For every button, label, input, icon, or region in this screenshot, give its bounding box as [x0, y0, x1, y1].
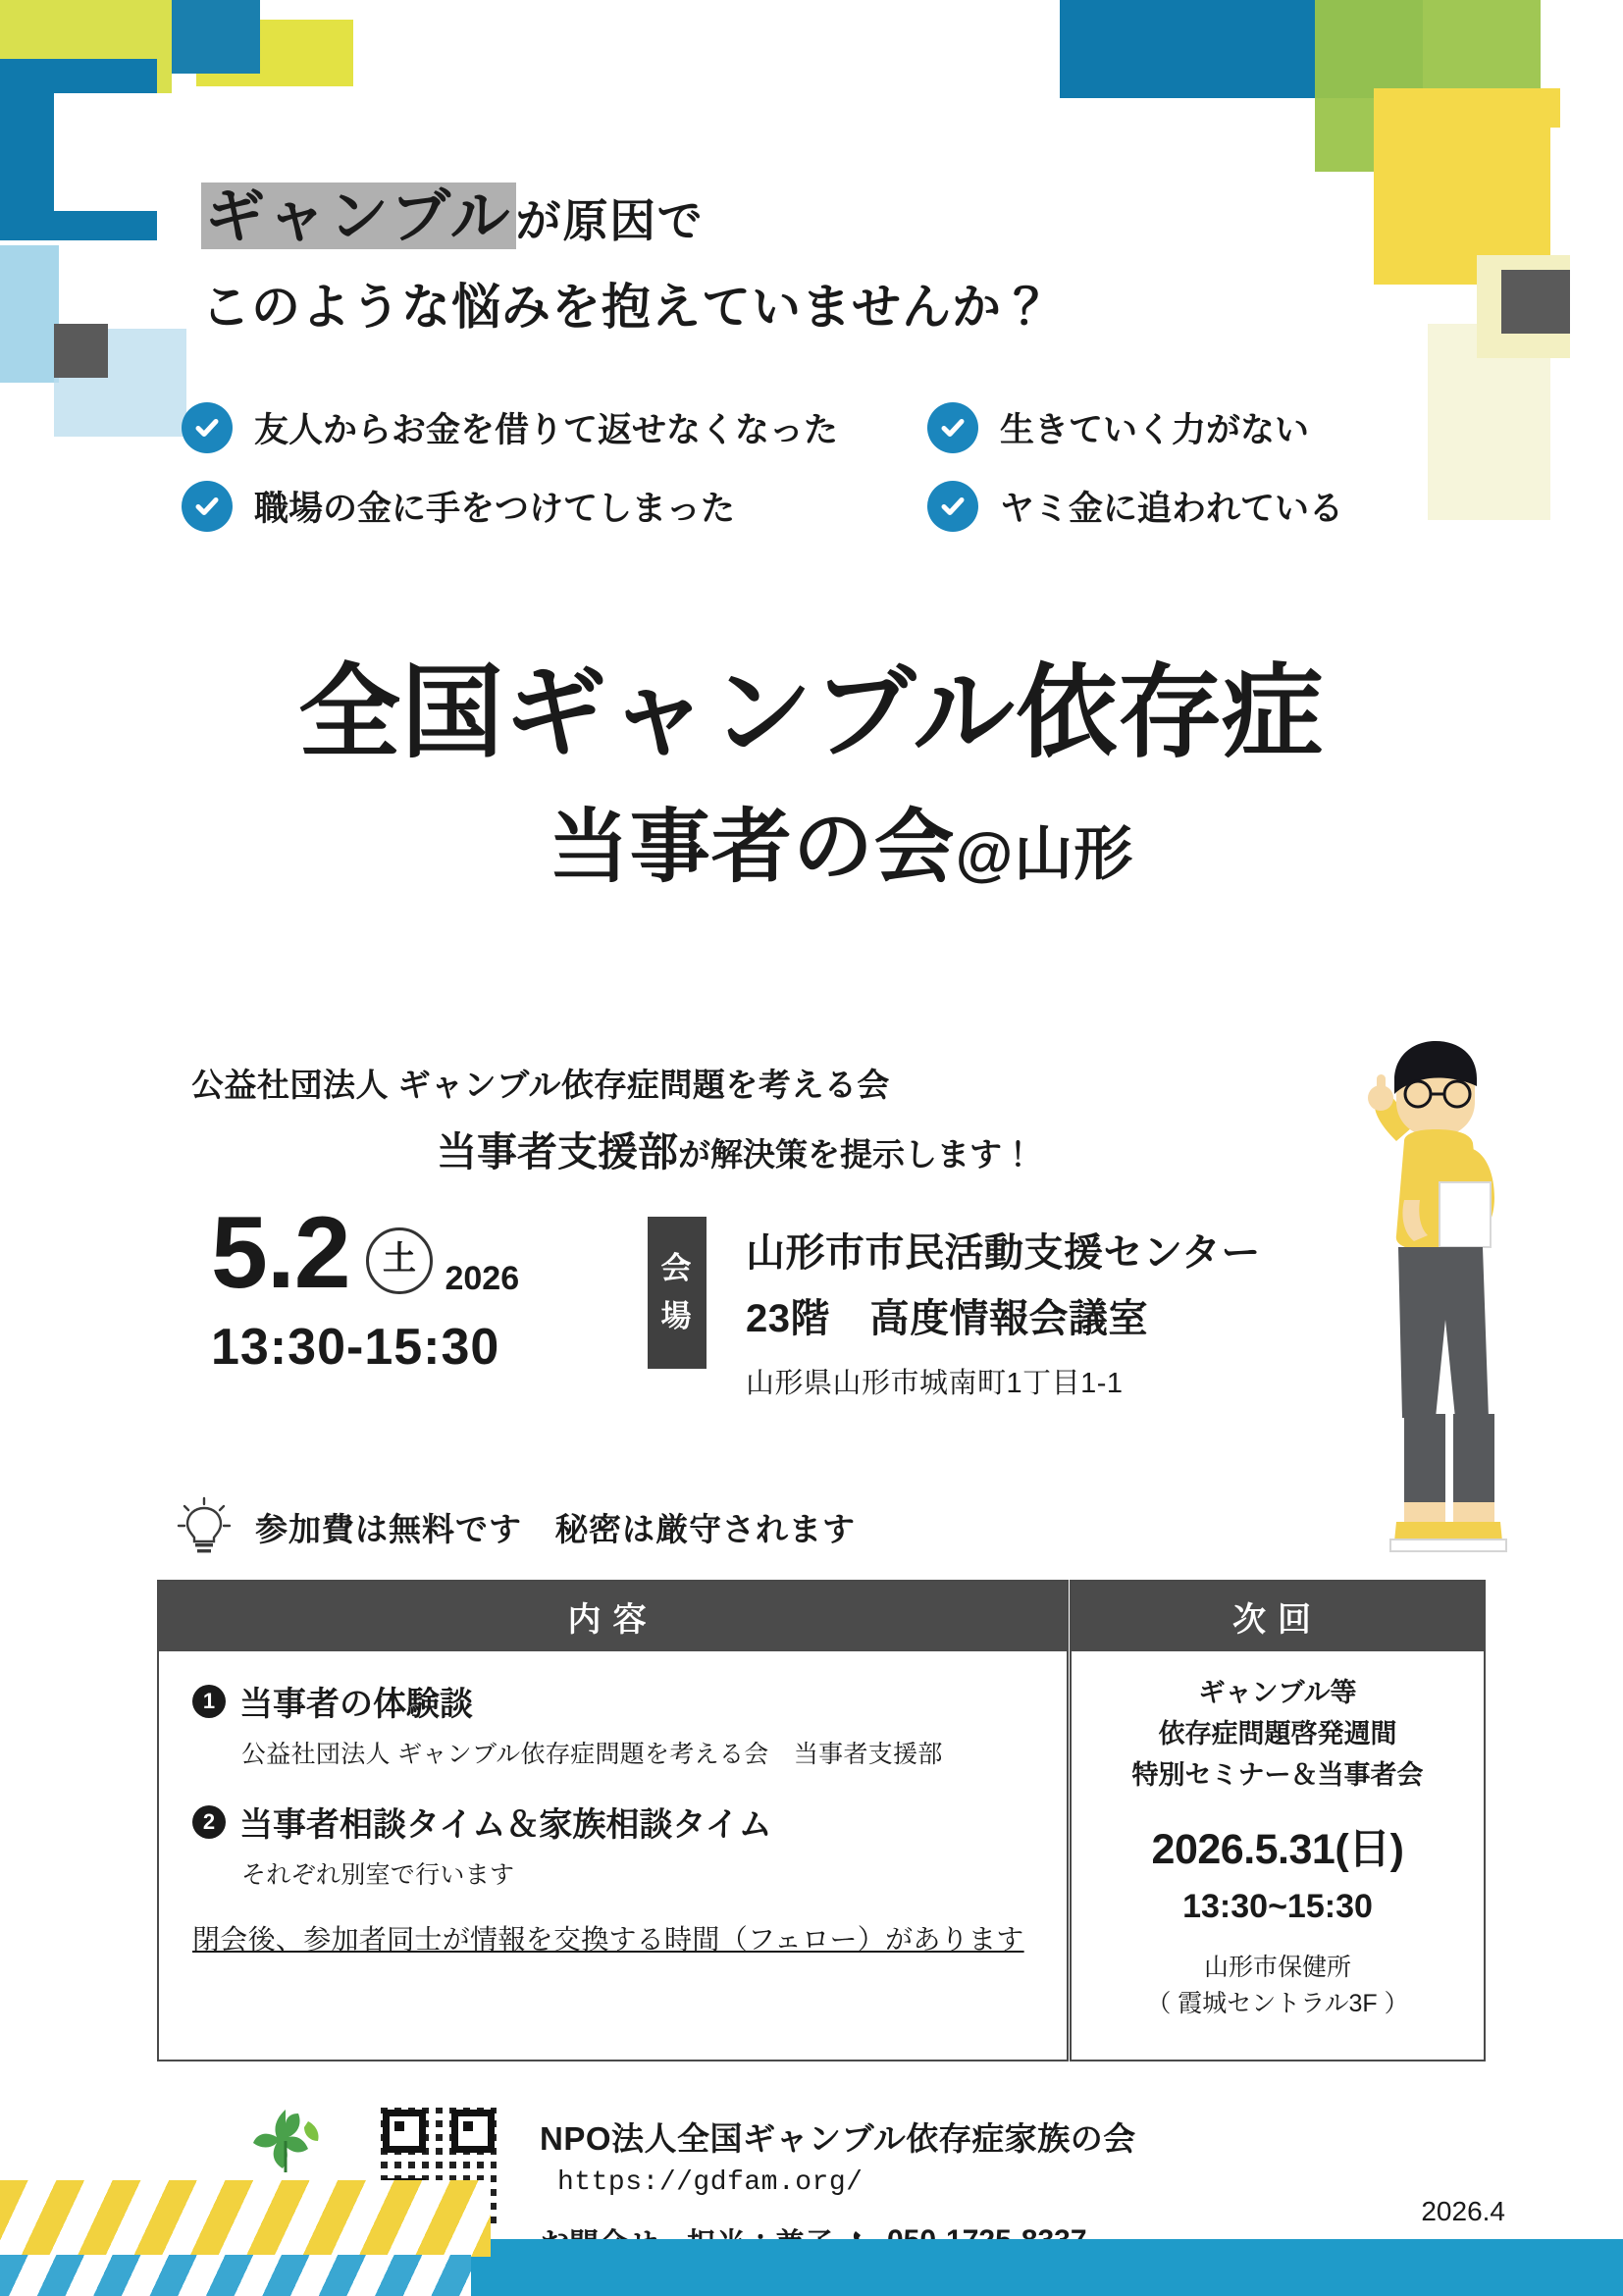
content-item-1-number: 1	[192, 1685, 226, 1718]
venue-tag	[648, 1217, 707, 1369]
next-session-box	[1070, 1580, 1486, 2061]
checklist	[182, 402, 1457, 559]
venue-tag-char1: 会	[660, 1251, 694, 1286]
checklist-item-1	[182, 402, 927, 453]
content-item-2	[192, 1798, 1033, 1891]
title-line2: 当事者の会	[548, 803, 956, 893]
check-icon	[182, 481, 233, 532]
deco-block-gray-left	[54, 324, 108, 378]
title-line1: 全国ギャンブル依存症	[298, 656, 1325, 770]
organizer-emphasis: 当事者支援部	[437, 1129, 678, 1174]
deco-block-lightblue-left	[0, 245, 59, 383]
checklist-row	[182, 481, 1457, 532]
venue-tag-char2: 場	[660, 1298, 694, 1333]
footer-org-line	[540, 2113, 1452, 2198]
qr-finder-top-right	[451, 2110, 495, 2153]
venue-room: 23階 高度情報会議室	[746, 1297, 1148, 1340]
checklist-item-2	[927, 402, 1309, 453]
content-item-1-sub: 公益社団法人 ギャンブル依存症問題を考える会 当事者支援部	[241, 1741, 943, 1768]
event-year: 2026	[445, 1260, 520, 1297]
headline-block	[201, 182, 1281, 339]
check-icon	[182, 402, 233, 453]
next-session-title-l3: 特別セミナー＆当事者会	[1131, 1759, 1424, 1790]
headline-rest: が原因で	[515, 195, 705, 246]
footer-org-name: NPO法人全国ギャンブル依存症家族の会	[540, 2120, 1136, 2157]
next-session-place-l1: 山形市保健所	[1203, 1953, 1351, 1981]
venue-name: 山形市市民活動支援センター	[746, 1231, 1261, 1275]
checklist-item-3-label: 職場の金に手をつけてしまった	[254, 490, 736, 528]
deco-bottom-stripes-blue	[0, 2255, 471, 2296]
check-icon	[927, 481, 978, 532]
content-box-body	[159, 1651, 1067, 1983]
event-day-of-week: 土	[366, 1227, 433, 1294]
next-session-title-l1: ギャンブル等	[1198, 1678, 1357, 1707]
next-session-title	[1081, 1673, 1474, 1797]
deco-block-gray-right	[1501, 270, 1570, 334]
checklist-row	[182, 402, 1457, 453]
qr-finder-top-left	[383, 2110, 426, 2153]
event-date-block	[211, 1196, 623, 1377]
venue-address: 山形県山形市城南町1丁目1-1	[746, 1368, 1124, 1399]
content-item-1	[192, 1677, 1033, 1770]
free-note-text: 参加費は無料です 秘密は厳守されます	[255, 1510, 856, 1547]
content-box-note: 閉会後、参加者同士が情報を交換する時間（フェロー）があります	[192, 1924, 1024, 1955]
content-item-1-label: 当事者の体験談	[239, 1686, 473, 1723]
check-icon	[927, 402, 978, 453]
next-session-place	[1081, 1950, 1474, 2023]
organizer-line2-rest: が解決策を提示します！	[678, 1136, 1034, 1173]
content-item-1-title	[192, 1677, 1033, 1725]
checklist-item-4-label: ヤミ金に追われている	[1000, 490, 1344, 528]
headline-highlight: ギャンブル	[201, 183, 516, 249]
next-session-body	[1072, 1651, 1484, 2023]
next-session-time: 13:30~15:30	[1182, 1887, 1373, 1925]
footer-url[interactable]: https://gdfam.org/	[557, 2167, 864, 2198]
checklist-item-4	[927, 481, 1343, 532]
content-item-2-label: 当事者相談タイム＆家族相談タイム	[239, 1806, 772, 1844]
organizer-line1: 公益社団法人 ギャンブル依存症問題を考える会	[191, 1067, 890, 1103]
content-item-2-title	[192, 1798, 1033, 1846]
organizer-block	[191, 1060, 1222, 1177]
leaf-icon	[243, 2104, 328, 2178]
deco-bottom-stripes-yellow	[0, 2180, 491, 2257]
checklist-item-3	[182, 481, 927, 532]
person-illustration	[1212, 1025, 1536, 1585]
date-stamp: 2026.4	[1421, 2196, 1505, 2226]
page-title	[0, 657, 1623, 898]
deco-block-white-left	[54, 93, 177, 211]
next-session-header: 次回	[1072, 1582, 1484, 1651]
content-box-header: 内容	[159, 1582, 1067, 1651]
next-session-date: 2026.5.31(日)	[1151, 1825, 1404, 1873]
next-session-place-l2: （ 霞城セントラル3F ）	[1146, 1990, 1409, 2018]
content-item-2-number: 2	[192, 1805, 226, 1839]
title-line2-wrap	[0, 783, 1623, 898]
free-note-block	[177, 1496, 856, 1557]
event-time: 13:30-15:30	[211, 1319, 500, 1376]
next-session-title-l2: 依存症問題啓発週間	[1158, 1718, 1397, 1748]
headline-line2: このような悩みを抱えていませんか？	[201, 280, 1052, 336]
organizer-line2	[191, 1120, 1222, 1177]
checklist-item-2-label: 生きていく力がない	[1000, 411, 1310, 449]
content-item-2-sub: それぞれ別室で行います	[241, 1861, 515, 1889]
lightbulb-icon	[177, 1496, 232, 1557]
event-date: 5.2	[211, 1196, 350, 1310]
title-location-tag: @山形	[955, 821, 1134, 888]
deco-block-blue-small	[172, 0, 260, 74]
content-box	[157, 1580, 1069, 2061]
headline-line1	[201, 182, 1281, 250]
checklist-item-1-label: 友人からお金を借りて返せなくなった	[254, 411, 839, 449]
